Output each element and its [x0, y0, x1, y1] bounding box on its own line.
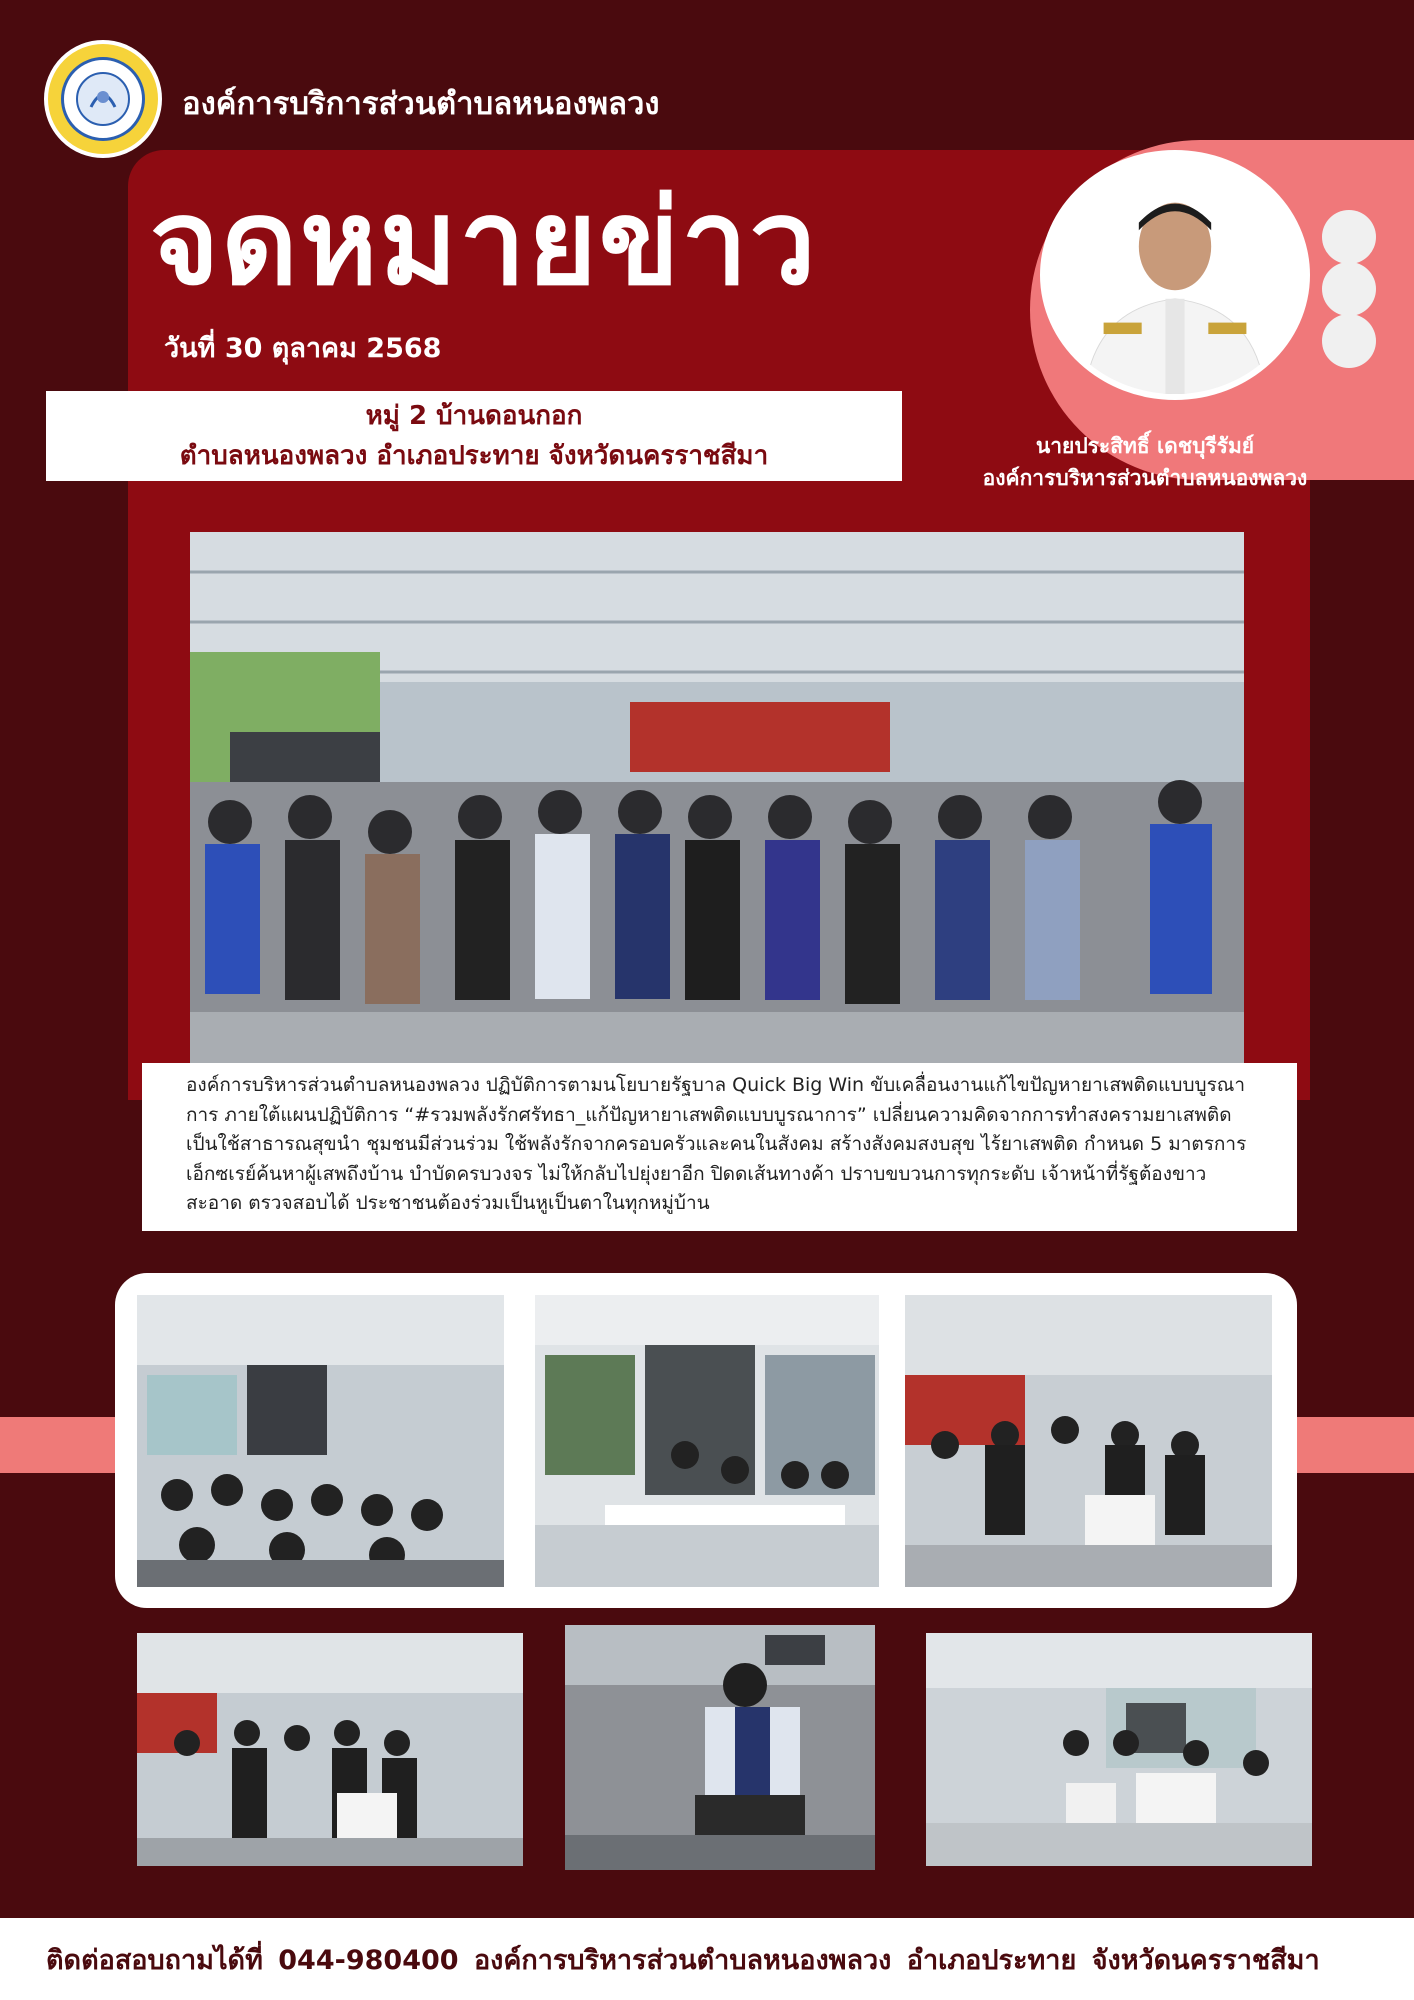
official-org: องค์การบริหารส่วนตำบลหนองพลวง — [982, 466, 1308, 490]
decor-dot — [1322, 210, 1376, 264]
location-village: หมู่ 2 บ้านดอนกอก — [365, 401, 583, 431]
footer-contact: ติดต่อสอบถามได้ที่ 044-980400 องค์การบริหารส่วนตำบลหนองพลวง อำเภอประทาย จังหวัดนครราชสีมา — [46, 1945, 1320, 1976]
official-caption — [935, 430, 1355, 494]
gallery-photo-6 — [926, 1633, 1312, 1866]
newsletter-title: จดหมายข่าว — [150, 173, 818, 311]
article-body: องค์การบริหารส่วนตำบลหนองพลวง ปฏิบัติการตามนโยบายรัฐบาล Quick Big Win ขับเคลื่อนงานแก้ไขปัญหายาเสพติดแบบบูรณาการ ภายใต้แผนปฏิบัติการ “#รวมพลังรักศรัทธา_แก้ปัญหายาเสพติดแบบบูรณาการ” เปลี่ยนความคิดจากการทำสงครามยาเสพติด เป็นใช้สาธารณสุขนำ ชุมชนมีส่วนร่วม ใช้พลังรักจากครอบครัวและคนในสังคม สร้างสังคมสงบสุข ไร้ยาเสพติด กำหนด 5 มาตรการ เอ็กซเรย์ค้นหาผู้เสพถึงบ้าน บำบัดครบวงจร ไม่ให้กลับไปยุ่งยาอีก ปิดดเส้นทางค้า ปราบขบวนการทุกระดับ เจ้าหน้าที่รัฐต้องขาวสะอาด ตรวจสอบได้ ประชาชนต้องร่วมเป็นหูเป็นตาในทุกหมู่บ้าน — [142, 1063, 1297, 1231]
gallery-photo-5 — [565, 1625, 875, 1870]
logo-emblem-icon — [61, 57, 145, 141]
gallery-photo-3 — [905, 1295, 1272, 1587]
decor-dot — [1322, 314, 1376, 368]
gallery-photo-4 — [137, 1633, 523, 1866]
org-logo — [44, 40, 162, 158]
org-name: องค์การบริการส่วนตำบลหนองพลวง — [182, 86, 660, 122]
issue-date: วันที่ 30 ตุลาคม 2568 — [164, 333, 442, 364]
official-portrait — [1040, 150, 1310, 400]
gallery-photo-2 — [535, 1295, 879, 1587]
official-name: นายประสิทธิ์ เดชบุรีรัมย์ — [1035, 434, 1255, 458]
main-group-photo — [190, 532, 1244, 1070]
decor-dot — [1322, 262, 1376, 316]
location-box — [46, 391, 902, 481]
gallery-photo-1 — [137, 1295, 504, 1587]
location-district: ตำบลหนองพลวง อำเภอประทาย จังหวัดนครราชสีมา — [179, 441, 769, 471]
